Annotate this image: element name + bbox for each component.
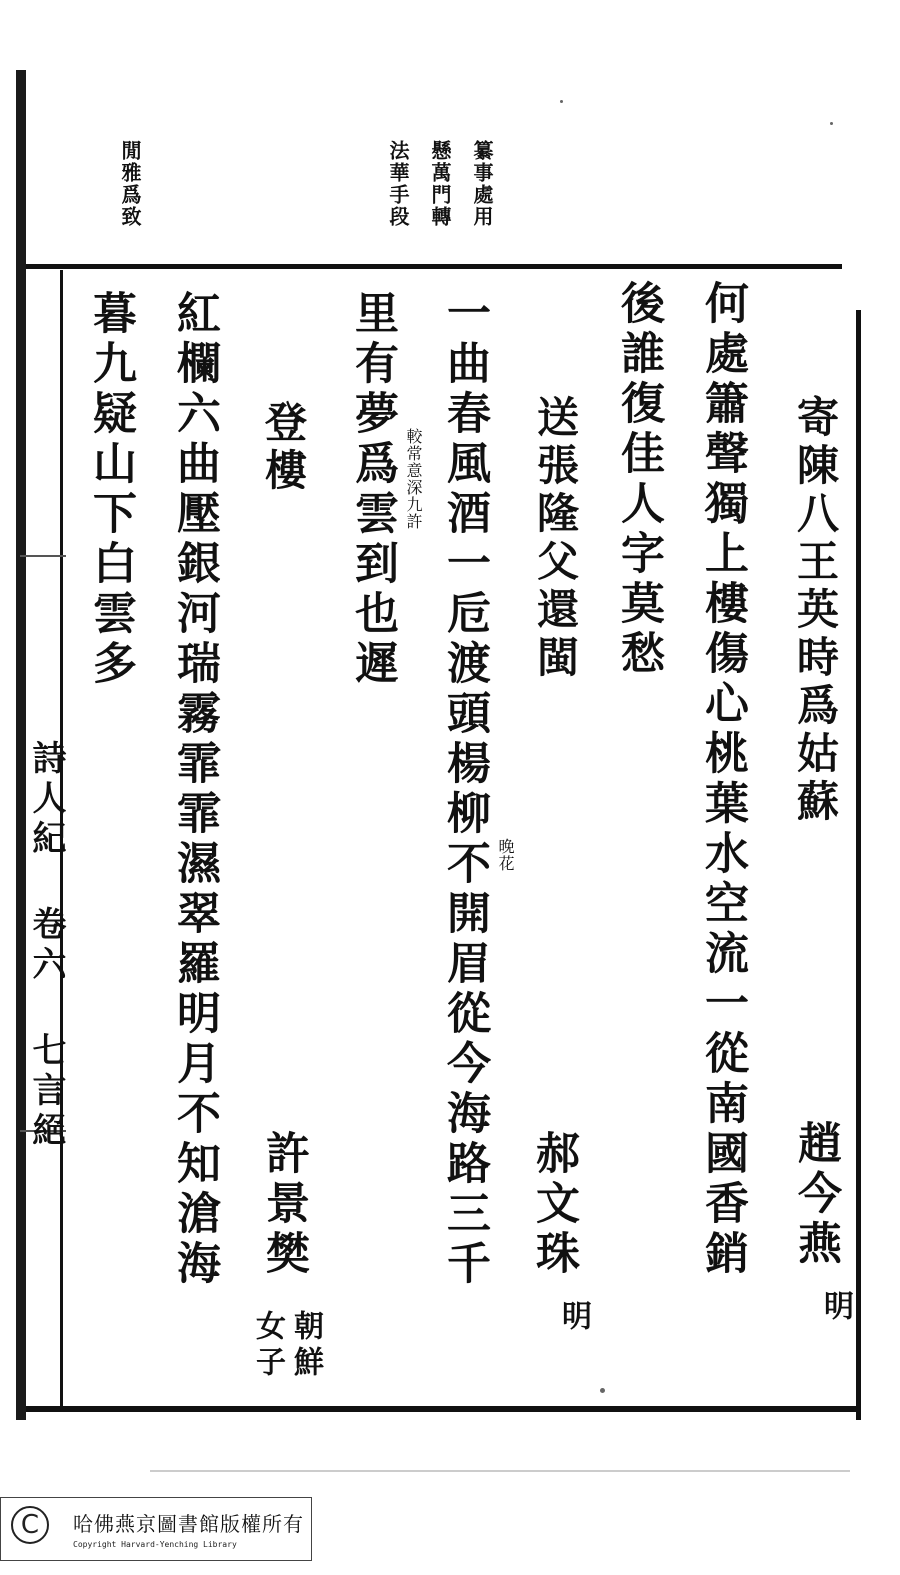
poem1-line2: 後誰復佳人字莫愁	[613, 280, 664, 680]
poem1-author: 趙今燕	[790, 1120, 841, 1270]
poem3-line2: 暮九疑山下白雲多	[85, 290, 136, 690]
top-rule	[18, 264, 842, 269]
header-note: 閒雅爲致	[118, 140, 142, 228]
poem2-line1: 一曲春風酒一卮渡頭楊柳不開眉從今海路三千	[439, 290, 490, 1290]
copyright-icon: C	[11, 1506, 49, 1544]
spine-divider	[20, 555, 66, 557]
bottom-rule	[18, 1406, 858, 1412]
poem2-author: 郝文珠	[528, 1130, 579, 1280]
copyright-stamp	[0, 1497, 312, 1561]
scan-noise	[150, 1470, 850, 1472]
poem1-line1: 何處簫聲獨上樓傷心桃葉水空流一從南國香銷	[697, 280, 748, 1280]
header-note: 纂事處用	[470, 140, 494, 228]
poem2-title: 送張隆父還閩	[531, 395, 580, 683]
scan-speck	[560, 100, 563, 103]
header-note: 法華手段	[386, 140, 410, 228]
poem3-line1: 紅欄六曲壓銀河瑞霧霏霏濕翠羅明月不知滄海	[169, 290, 220, 1290]
poem3-origin: 朝鮮	[288, 1310, 323, 1382]
poem3-author: 許景樊	[258, 1130, 309, 1280]
poem2-gloss: 晚花	[496, 838, 515, 872]
copyright-cn: 哈佛燕京圖書館版權所有	[73, 1512, 304, 1536]
header-note: 懸萬門轉	[428, 140, 452, 228]
right-rule	[856, 310, 861, 1420]
spine-label: 詩人紀 卷六 七言絕	[26, 740, 66, 1152]
poem2-gloss: 較常意深九許	[404, 428, 423, 530]
poem1-title: 寄陳八王英時爲姑蘇	[791, 395, 840, 827]
copyright-en: Copyright Harvard-Yenching Library	[73, 1540, 237, 1549]
poem3-gender: 女子	[250, 1310, 285, 1382]
scan-speck	[600, 1388, 605, 1393]
poem2-line2: 里有夢爲雲到也遲	[347, 290, 398, 690]
poem1-dynasty: 明	[818, 1290, 853, 1326]
scan-speck	[830, 122, 833, 125]
poem3-title: 登樓	[259, 400, 308, 496]
poem2-dynasty: 明	[556, 1300, 591, 1336]
